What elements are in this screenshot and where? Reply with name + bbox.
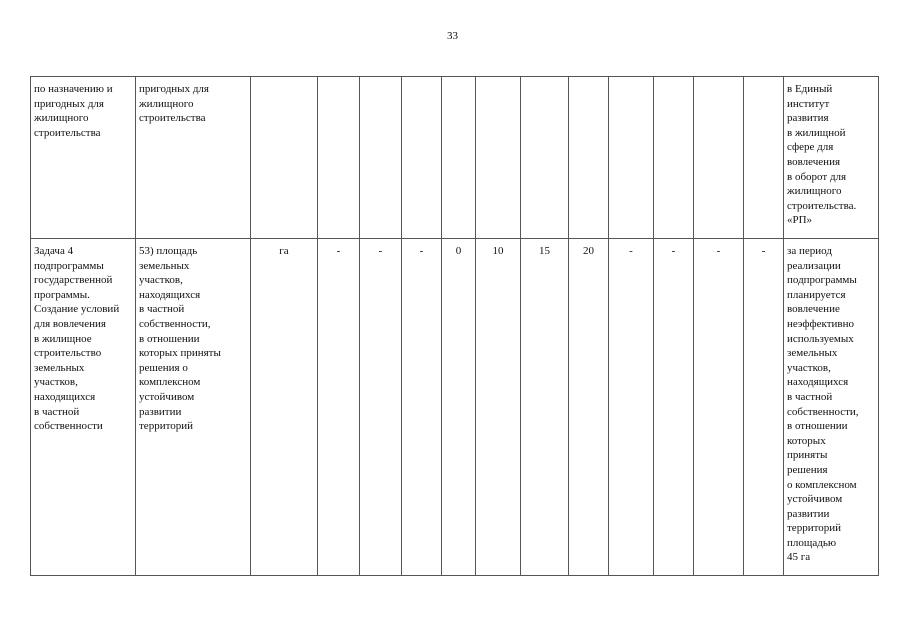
value-cell: [360, 77, 402, 239]
value-cell: [521, 77, 569, 239]
value-cell: -: [609, 239, 654, 576]
value-cell: [569, 77, 609, 239]
value-cell: [744, 77, 784, 239]
indicator-cell: пригодных для жилищного строительства: [136, 77, 251, 239]
value-cell: -: [694, 239, 744, 576]
value-cell: [402, 77, 442, 239]
value-cell: -: [402, 239, 442, 576]
value-cell: -: [654, 239, 694, 576]
value-cell: -: [318, 239, 360, 576]
value-cell: [318, 77, 360, 239]
program-indicators-table: [30, 76, 879, 576]
note-cell: в Единый институт развития в жилищной сфере для вовлечения в оборот для жилищного строительства. «РП»: [784, 77, 879, 239]
unit-cell: га: [251, 239, 318, 576]
value-cell: -: [360, 239, 402, 576]
value-cell: -: [744, 239, 784, 576]
table-row: [31, 239, 879, 576]
value-cell: [654, 77, 694, 239]
value-cell: 20: [569, 239, 609, 576]
value-cell: [442, 77, 476, 239]
page-number: 33: [447, 30, 458, 42]
table-row: [31, 77, 879, 239]
value-cell: [609, 77, 654, 239]
value-cell: 0: [442, 239, 476, 576]
value-cell: [694, 77, 744, 239]
value-cell: 15: [521, 239, 569, 576]
task-cell: по назначению и пригодных для жилищного строительства: [31, 77, 136, 239]
value-cell: 10: [476, 239, 521, 576]
value-cell: [476, 77, 521, 239]
task-cell: Задача 4 подпрограммы государственной программы. Создание условий для вовлечения в жилищное строительство земельных участков, находящихся в частной собственности: [31, 239, 136, 576]
note-cell: за период реализации подпрограммы планируется вовлечение неэффективно используемых земельных участков, находящихся в частной собственности, в отношении которых приняты решения о комплексном устойчивом развитии территорий площадью 45 га: [784, 239, 879, 576]
unit-cell: [251, 77, 318, 239]
indicator-cell: 53) площадь земельных участков, находящихся в частной собственности, в отношении которых приняты решения о комплексном устойчивом развитии территорий: [136, 239, 251, 576]
